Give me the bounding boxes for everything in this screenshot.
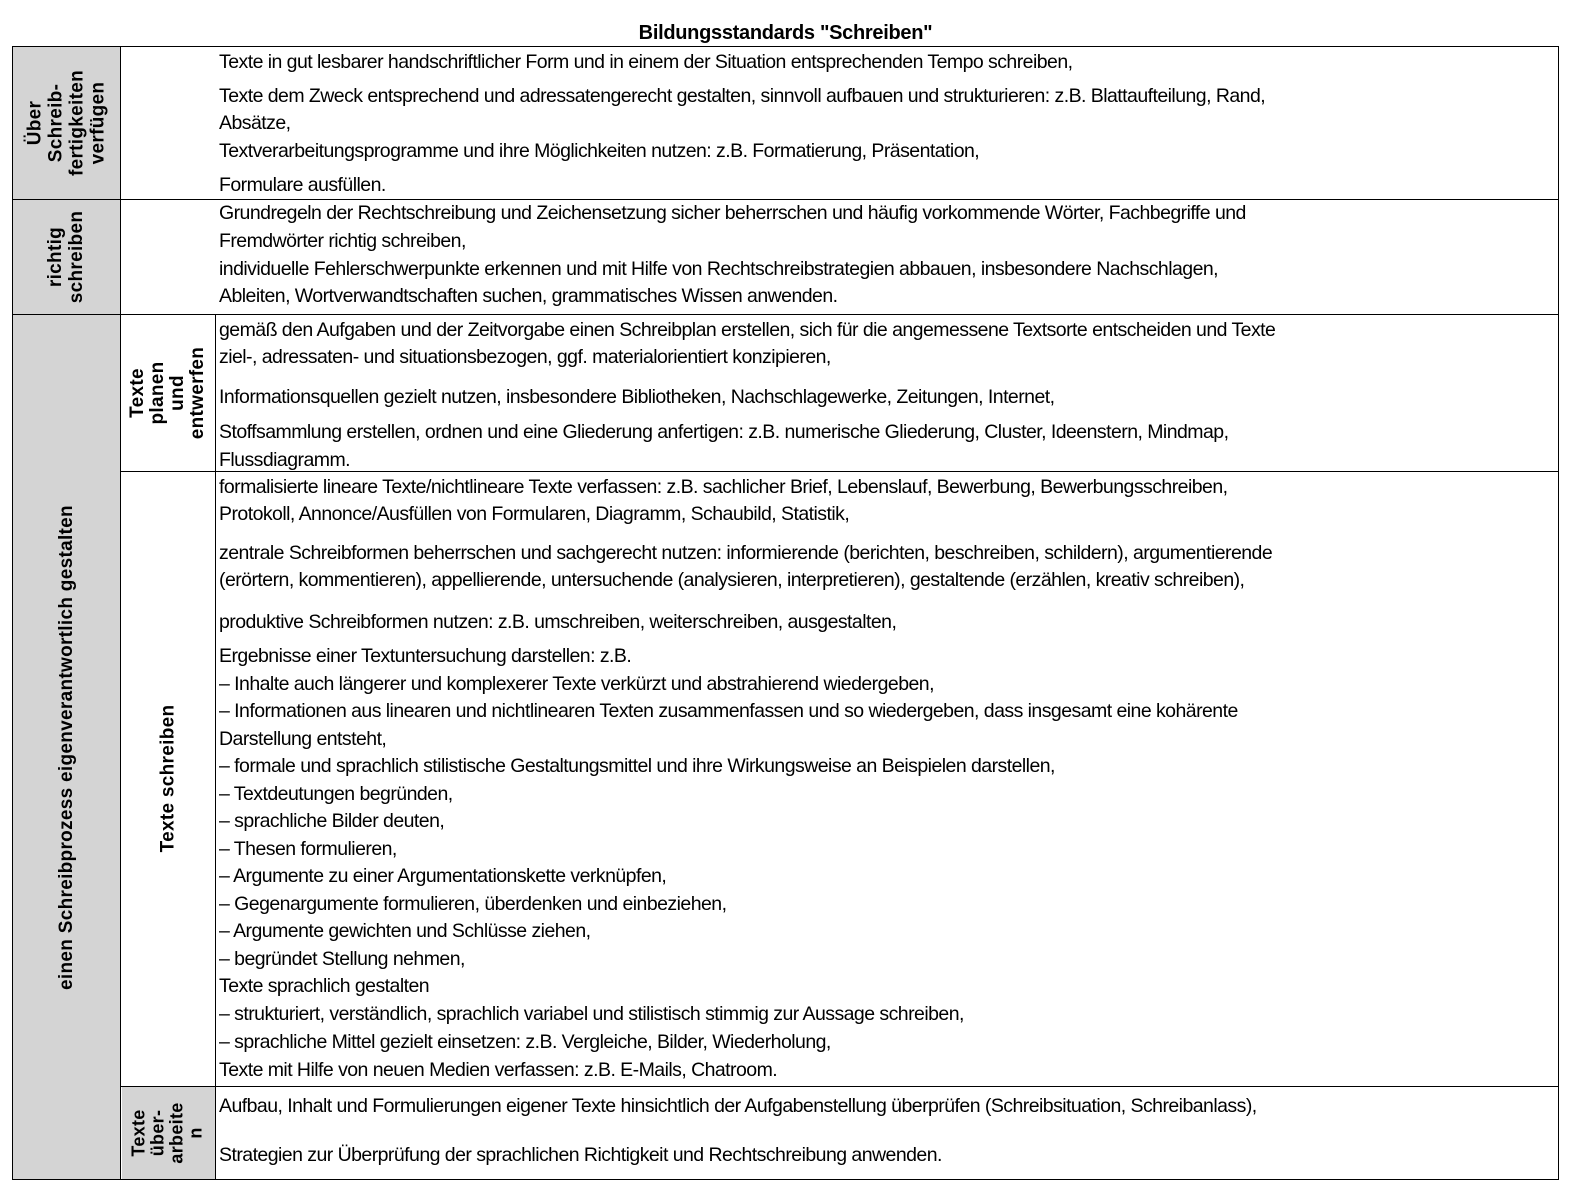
text-line: – Argumente zu einer Argumentationskette verknüpfen, [219,865,667,887]
text-line: Informationsquellen gezielt nutzen, insbesondere Bibliotheken, Nachschlagewerke, Zeitungen, Internet, [219,386,1055,408]
label-schreibprozess: einen Schreibprozess eigenverantwortlich gestalten [56,504,77,990]
text-line: Stoffsammlung erstellen, ordnen und eine Gliederung anfertigen: z.B. numerische Gliederung, Cluster, Ideenstern, Mindmap, [219,421,1229,443]
label-schreibfertigkeiten: Über Schreib- fertigkeiten verfügen [24,70,109,177]
text-line: – Thesen formulieren, [219,838,397,860]
text-line: Ergebnisse einer Textuntersuchung darstellen: z.B. [219,645,632,667]
page-title: Bildungsstandards "Schreiben" [638,22,933,44]
text-line: Formulare ausfüllen. [219,174,386,196]
text-line: – Textdeutungen begründen, [219,783,453,805]
text-line: – Gegenargumente formulieren, überdenken und einbeziehen, [219,893,727,915]
text-line: Aufbau, Inhalt und Formulierungen eigener Texte hinsichtlich der Aufgabenstellung überprüfen (Schreibsituation, Schreibanlass), [219,1095,1257,1117]
text-line: formalisierte lineare Texte/nichtlineare Texte verfassen: z.B. sachlicher Brief, Lebenslauf, Bewerbung, Bewerbungsschreiben, [219,476,1228,498]
text-line: – strukturiert, verständlich, sprachlich variabel und stilistisch stimmig zur Aussage schreiben, [219,1003,964,1025]
text-line: Ableiten, Wortverwandtschaften suchen, grammatisches Wissen anwenden. [219,285,838,307]
text-line: Texte mit Hilfe von neuen Medien verfassen: z.B. E-Mails, Chatroom. [219,1059,778,1081]
text-line: Textverarbeitungsprogramme und ihre Möglichkeiten nutzen: z.B. Formatierung, Präsentation, [219,140,980,162]
label-texte-planen: Texte planen und entwerfen [127,346,208,439]
text-line: Flussdiagramm. [219,449,350,471]
row-divider-schreiben [121,1086,1559,1087]
text-line: (erörtern, kommentieren), appellierende, untersuchende (analysieren, interpretieren), gestaltende (erzählen, kreativ schreiben), [219,569,1245,591]
text-line: Grundregeln der Rechtschreibung und Zeichensetzung sicher beherrschen und häufig vorkommende Wörter, Fachbegriffe und [219,202,1246,224]
text-line: Fremdwörter richtig schreiben, [219,230,466,252]
text-line: – sprachliche Bilder deuten, [219,810,445,832]
text-line: zentrale Schreibformen beherrschen und sachgerecht nutzen: informierende (berichten, beschreiben, schildern), argumentierende [219,542,1273,564]
text-line: – Inhalte auch längerer und komplexerer Texte verkürzt und abstrahierend wiedergeben, [219,673,934,695]
text-line: Texte dem Zweck entsprechend und adressatengerecht gestalten, sinnvoll aufbauen und strukturieren: z.B. Blattaufteilung, Rand, [219,85,1266,107]
text-line: Darstellung entsteht, [219,728,387,750]
text-line: – Informationen aus linearen und nichtlinearen Texten zusammenfassen und so wiedergeben, dass insgesamt eine kohärente [219,700,1238,722]
text-line: – sprachliche Mittel gezielt einsetzen: z.B. Vergleiche, Bilder, Wiederholung, [219,1031,831,1053]
text-line: ziel-, adressaten- und situationsbezogen, ggf. materialorientiert konzipieren, [219,346,831,368]
text-line: – formale und sprachlich stilistische Gestaltungsmittel und ihre Wirkungsweise an Beispielen darstellen, [219,755,1055,777]
text-line: – begründet Stellung nehmen, [219,948,465,970]
text-line: produktive Schreibformen nutzen: z.B. umschreiben, weiterschreiben, ausgestalten, [219,611,897,633]
label-texte-ueberarbeiten: Texte über- arbeite n [128,1102,206,1164]
text-line: – Argumente gewichten und Schlüsse ziehen, [219,920,591,942]
text-line: Absätze, [219,112,291,134]
label-texte-schreiben: Texte schreiben [157,704,179,853]
subsection-divider [215,314,216,1180]
text-line: Strategien zur Überprüfung der sprachlichen Richtigkeit und Rechtschreibung anwenden. [219,1144,942,1166]
text-line: Texte sprachlich gestalten [219,975,430,997]
text-line: Protokoll, Annonce/Ausfüllen von Formularen, Diagramm, Schaubild, Statistik, [219,503,850,525]
label-richtig-schreiben: richtig schreiben [45,210,88,304]
text-line: Texte in gut lesbarer handschriftlicher Form und in einem der Situation entsprechenden Tempo schreiben, [219,51,1073,73]
text-line: individuelle Fehlerschwerpunkte erkennen und mit Hilfe von Rechtschreibstrategien abbauen, insbesondere Nachschlagen, [219,258,1219,280]
text-line: gemäß den Aufgaben und der Zeitvorgabe einen Schreibplan erstellen, sich für die angemessene Textsorte entscheiden und Texte [219,319,1276,341]
